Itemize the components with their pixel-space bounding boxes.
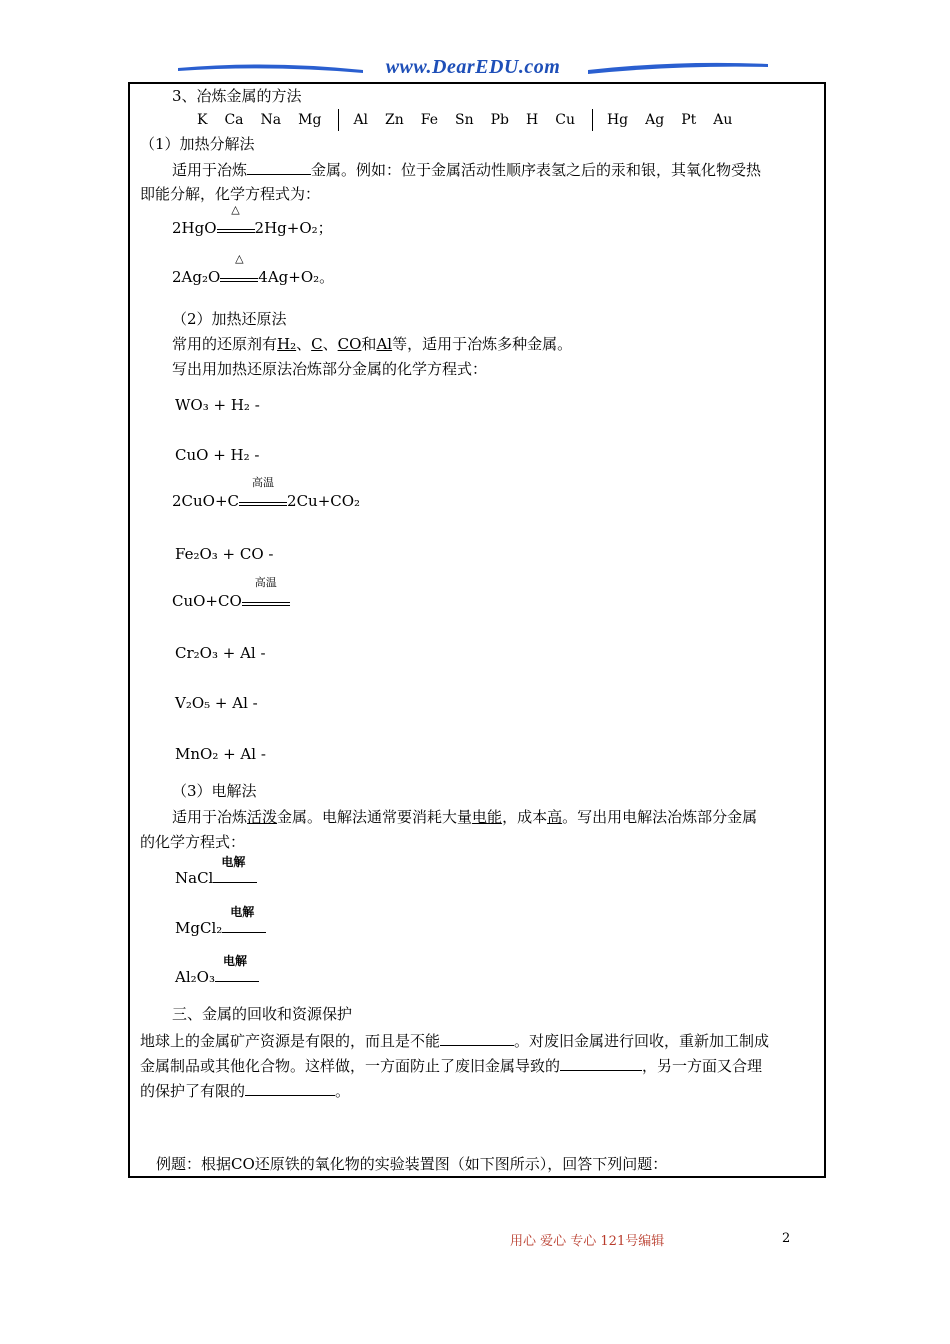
- electrolysis-label: 电解: [221, 855, 246, 869]
- eq-right: 4Ag+O₂。: [258, 268, 335, 286]
- eq-left: NaCl: [175, 869, 214, 887]
- equation: [175, 905, 266, 939]
- metal: Na: [260, 112, 282, 128]
- equation: V₂O₅ + Al -: [175, 694, 258, 712]
- equation: [172, 252, 335, 288]
- text: 金属制品或其他化合物。这样做，一方面防止了废旧金属导致的: [140, 1057, 561, 1075]
- metal: K: [197, 112, 208, 128]
- equation: MnO₂ + Al -: [175, 745, 266, 763]
- heat-symbol: △: [231, 203, 240, 216]
- eq-left: CuO+CO: [172, 592, 242, 610]
- text: 金属。电解法通常要消耗大量: [277, 808, 473, 826]
- condition-heat: [217, 203, 255, 239]
- site-header-banner: [178, 56, 768, 84]
- site-url-logo: www.DearEDU.com: [385, 56, 561, 78]
- condition-electrolysis: [215, 954, 259, 988]
- text: 常用的还原剂有: [172, 335, 278, 353]
- paragraph-line: [172, 158, 761, 181]
- reductant-c: C: [311, 335, 323, 353]
- equation: Cr₂O₃ + Al -: [175, 644, 266, 662]
- fill-blank[interactable]: [560, 1054, 642, 1071]
- section-title: 三、金属的回收和资源保护: [172, 1005, 353, 1023]
- condition-heat: [220, 252, 258, 288]
- section-title: 3、冶炼金属的方法: [172, 87, 302, 105]
- text: ，成本: [502, 808, 548, 826]
- text: 、: [296, 335, 312, 353]
- metal: Ag: [645, 112, 665, 128]
- footer-credit: 用心 爱心 专心 121号编辑: [510, 1234, 665, 1249]
- condition-electrolysis: [213, 855, 257, 889]
- text: 地球上的金属矿产资源是有限的，而且是不能: [140, 1032, 441, 1050]
- series-divider: [592, 109, 593, 131]
- text: 。写出用电解法冶炼部分金属: [562, 808, 758, 826]
- eq-right: 2Cu+CO₂: [287, 492, 361, 510]
- paragraph-line: [172, 806, 757, 828]
- paragraph-line: 的化学方程式：: [140, 833, 246, 851]
- text: 金属。例如：位于金属活动性顺序表氢之后的汞和银，其氧化物受热: [311, 161, 762, 179]
- equation: [175, 954, 259, 988]
- method-heading: （3）电解法: [172, 782, 257, 800]
- equation: [172, 203, 333, 239]
- metal: Pt: [681, 112, 697, 128]
- condition-electrolysis: [222, 905, 266, 939]
- method-heading: （2）加热还原法: [172, 310, 287, 328]
- equation: CuO + H₂ -: [175, 446, 260, 464]
- metal: Ca: [224, 112, 244, 128]
- equation: [175, 855, 257, 889]
- equation: Fe₂O₃ + CO -: [175, 545, 274, 563]
- paragraph-line: [140, 1079, 350, 1102]
- condition-high-temp: [239, 476, 287, 512]
- equation: [172, 576, 290, 612]
- fill-blank[interactable]: [245, 1079, 335, 1096]
- eq-right: 2Hg+O₂；: [254, 219, 333, 237]
- metal: Mg: [298, 112, 322, 128]
- answer-electricity: 电能: [472, 808, 503, 826]
- paragraph-line: 写出用加热还原法冶炼部分金属的化学方程式：: [172, 360, 488, 378]
- text: 等，适用于冶炼多种金属。: [392, 335, 573, 353]
- answer-high: 高: [547, 808, 563, 826]
- paragraph-line: [172, 333, 572, 355]
- eq-left: 2CuO+C: [172, 492, 240, 510]
- text: 和: [361, 335, 377, 353]
- metal: Pb: [490, 112, 510, 128]
- metal: Zn: [385, 112, 404, 128]
- metal: H: [526, 112, 539, 128]
- metal: Au: [713, 112, 733, 128]
- fill-blank[interactable]: [440, 1029, 514, 1046]
- metal: Sn: [455, 112, 474, 128]
- eq-left: Al₂O₃: [175, 968, 215, 986]
- text: 。: [335, 1082, 351, 1100]
- electrolysis-label: 电解: [230, 905, 255, 919]
- metal-activity-series: [197, 108, 749, 131]
- eq-left: MgCl₂: [175, 919, 223, 937]
- method-heading: （1）加热分解法: [140, 135, 255, 153]
- reductant-h2: H₂: [277, 335, 297, 353]
- text: 、: [322, 335, 338, 353]
- page-number: 2: [782, 1231, 791, 1246]
- heat-symbol: △: [235, 252, 244, 265]
- text: ，另一方面又合理: [642, 1057, 763, 1075]
- condition-high-temp: [242, 576, 290, 612]
- metal: Hg: [606, 112, 629, 128]
- reductant-co: CO: [337, 335, 362, 353]
- high-temp-label: 高温: [254, 576, 277, 589]
- metal: Fe: [420, 112, 439, 128]
- eq-left: 2Ag₂O: [172, 268, 221, 286]
- equation: [172, 476, 361, 512]
- high-temp-label: 高温: [252, 476, 275, 489]
- eq-left: 2HgO: [172, 219, 217, 237]
- paragraph-line: 即能分解，化学方程式为：: [140, 185, 321, 203]
- fill-blank[interactable]: [247, 158, 311, 175]
- paragraph-line: [140, 1054, 762, 1077]
- equation: WO₃ + H₂ -: [175, 396, 260, 414]
- text: 适用于冶炼: [172, 808, 248, 826]
- text: 的保护了有限的: [140, 1082, 246, 1100]
- example-question: 例题：根据CO还原铁的氧化物的实验装置图（如下图所示），回答下列问题：: [156, 1155, 668, 1173]
- reductant-al: Al: [376, 335, 393, 353]
- series-divider: [338, 109, 339, 131]
- text: 。对废旧金属进行回收，重新加工制成: [514, 1032, 770, 1050]
- paragraph-line: [140, 1029, 769, 1052]
- answer-active: 活泼: [247, 808, 278, 826]
- electrolysis-label: 电解: [222, 954, 247, 968]
- text: 适用于冶炼: [172, 161, 248, 179]
- metal: Cu: [555, 112, 575, 128]
- metal: Al: [353, 112, 369, 128]
